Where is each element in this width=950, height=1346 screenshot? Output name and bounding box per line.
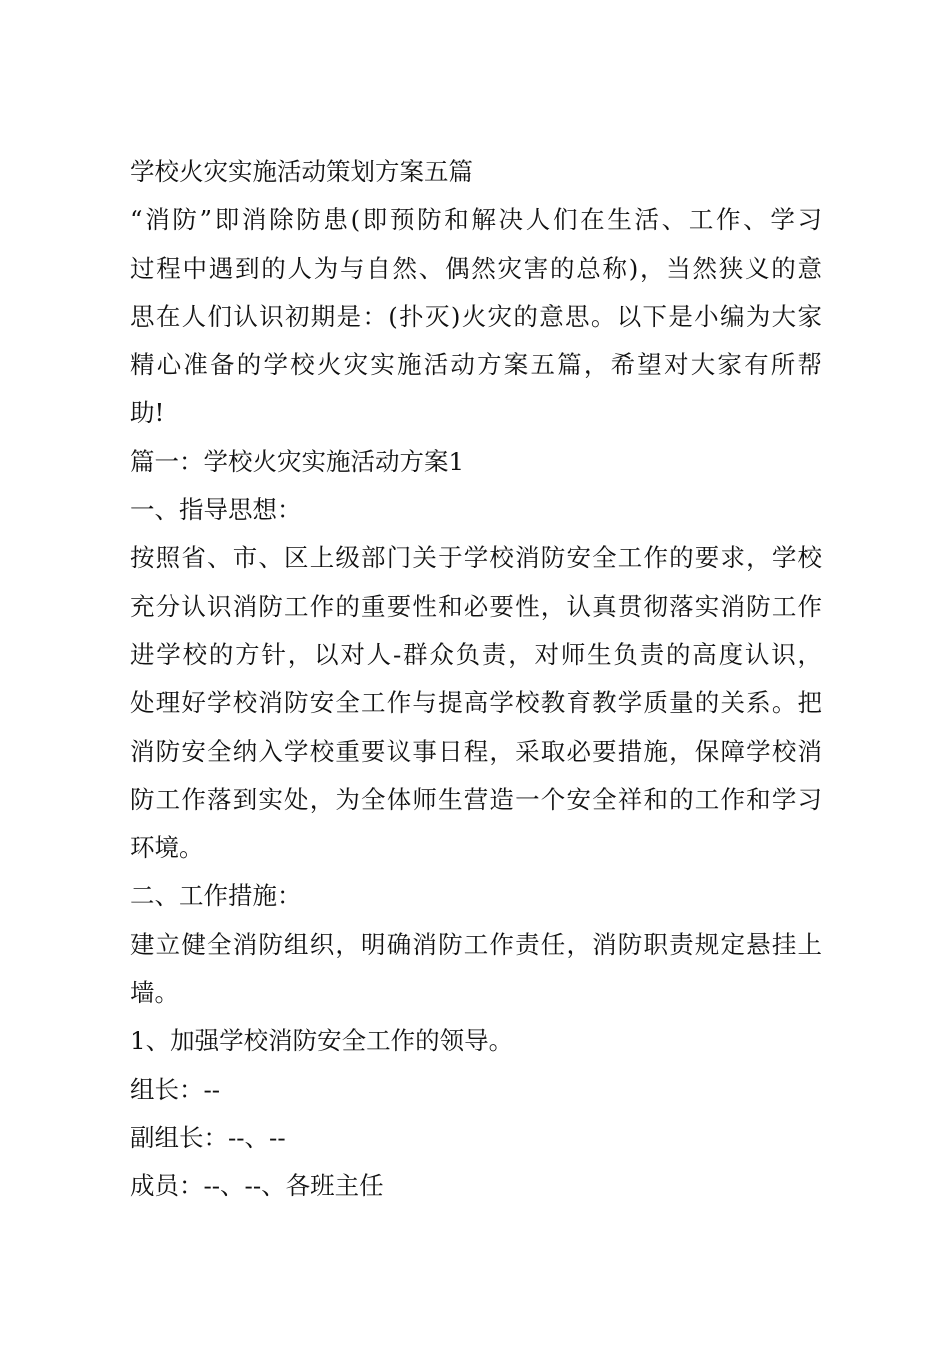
paragraph-line: 建立健全消防组织，明确消防工作责任，消防职责规定悬挂上 xyxy=(130,929,822,959)
paragraph-line: 处理好学校消防安全工作与提高学校教育教学质量的关系。把 xyxy=(130,688,822,718)
paragraph-line: 进学校的方针，以对人-群众负责，对师生负责的高度认识， xyxy=(130,639,822,669)
chapter-heading: 篇一：学校火灾实施活动方案1 xyxy=(130,446,465,476)
paragraph-line: 消防安全纳入学校重要议事日程，采取必要措施，保障学校消 xyxy=(130,736,822,766)
vice-leader-line: 副组长：--、-- xyxy=(130,1122,286,1152)
intro-line: 精心准备的学校火灾实施活动方案五篇，希望对大家有所帮 xyxy=(130,350,822,380)
list-item: 1、加强学校消防安全工作的领导。 xyxy=(130,1026,514,1056)
work-measures-paragraph xyxy=(130,921,822,1018)
section-heading-work-measures: 二、工作措施： xyxy=(130,881,302,911)
intro-line: 思在人们认识初期是：(扑灭)火灾的意思。以下是小编为大家 xyxy=(130,301,822,331)
document-page xyxy=(130,148,822,1211)
intro-line: “消防”即消除防患(即预防和解决人们在生活、工作、学习 xyxy=(130,205,822,235)
paragraph-line: 墙。 xyxy=(130,978,179,1008)
paragraph-line: 环境。 xyxy=(130,833,204,863)
paragraph-line: 防工作落到实处，为全体师生营造一个安全祥和的工作和学习 xyxy=(130,784,822,814)
section-heading-guiding-ideology: 一、指导思想： xyxy=(130,495,302,525)
intro-line: 助! xyxy=(130,398,165,428)
document-title: 学校火灾实施活动策划方案五篇 xyxy=(130,157,473,186)
paragraph-line: 按照省、市、区上级部门关于学校消防安全工作的要求，学校 xyxy=(130,543,822,573)
leader-line: 组长：-- xyxy=(130,1074,221,1104)
guiding-ideology-paragraph xyxy=(130,534,822,872)
paragraph-line: 充分认识消防工作的重要性和必要性，认真贯彻落实消防工作 xyxy=(130,591,822,621)
intro-paragraph xyxy=(130,196,822,437)
intro-line: 过程中遇到的人为与自然、偶然灾害的总称)，当然狭义的意 xyxy=(130,253,822,283)
members-line: 成员：--、--、各班主任 xyxy=(130,1171,384,1201)
